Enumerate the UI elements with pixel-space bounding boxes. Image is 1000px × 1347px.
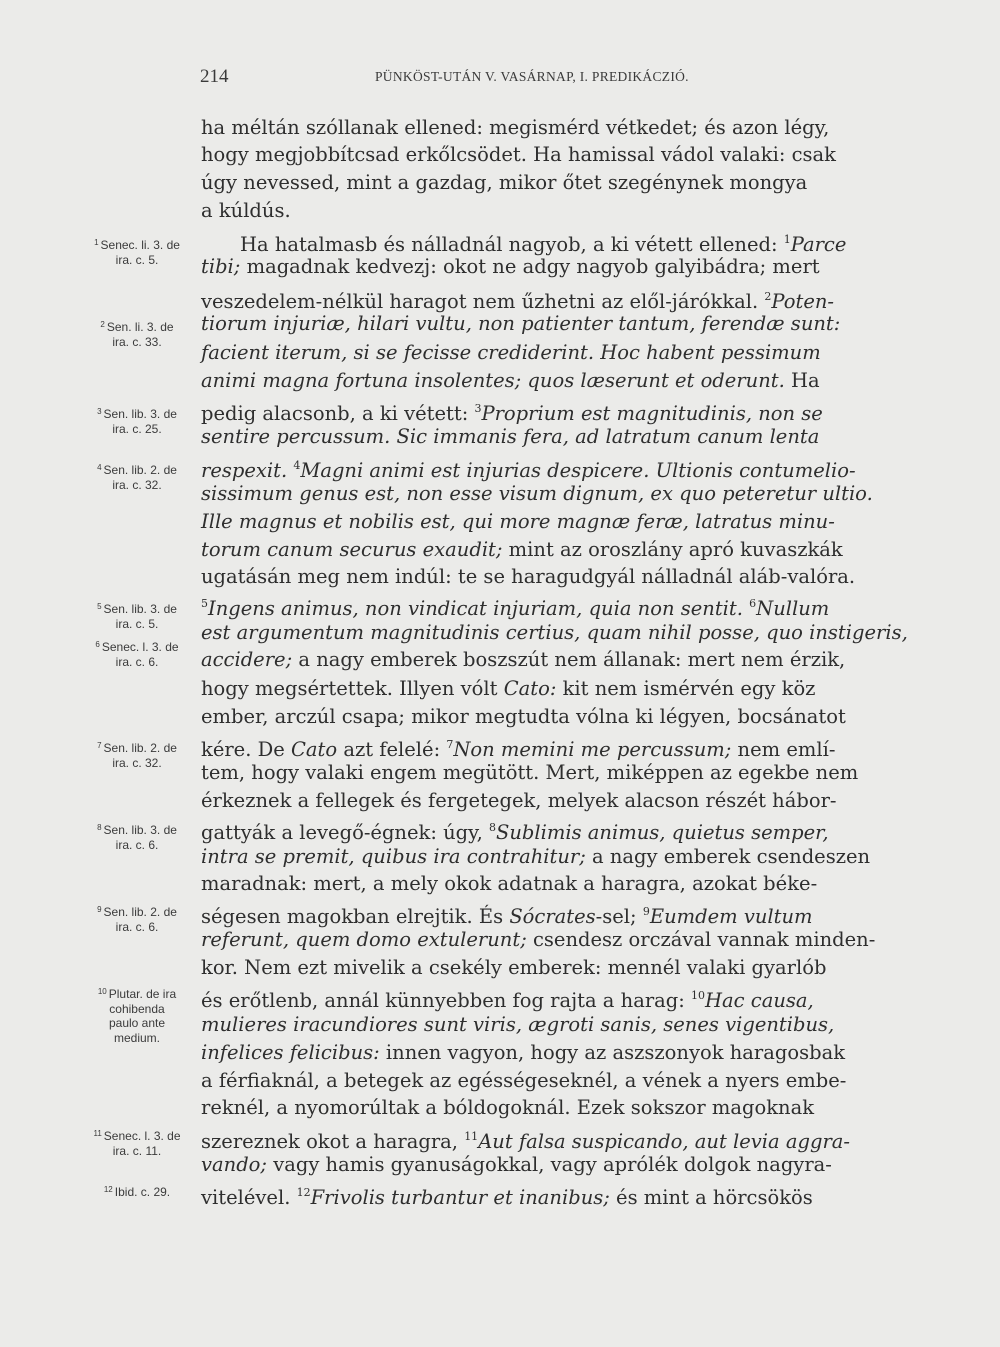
margin-note-line: [78, 838, 196, 853]
margin-note-line: [78, 422, 196, 437]
margin-note-text: ira. c. 32.: [112, 477, 162, 492]
italic-text: Cato:: [503, 677, 557, 700]
italic-text: torum canum securus exaudit;: [201, 538, 503, 561]
margin-note-text: ira. c. 5.: [115, 252, 159, 267]
margin-note-line: [78, 920, 196, 935]
roman-text: mint az oroszlány apró kuvaszkák: [502, 538, 843, 561]
margin-note-text: Senec. l. 3. de: [101, 640, 179, 654]
page-number: 214: [200, 66, 229, 87]
italic-text: Magni animi est injurias despicere. Ultionis contumelio-: [300, 459, 856, 482]
text-line: [201, 761, 921, 785]
italic-text: Hac causa,: [705, 989, 814, 1012]
roman-text: innen vagyon, hogy az aszszonyok haragosbak: [379, 1041, 846, 1064]
footnote-marker: 12: [296, 1186, 311, 1199]
margin-note-number: 7: [97, 741, 102, 750]
italic-text: facient iterum, si se fecisse crediderint. Hoc habent pessimum: [201, 341, 821, 364]
margin-note-text: Senec. l. 3. de: [103, 1129, 181, 1143]
margin-note: [78, 821, 196, 852]
roman-text: a nagy emberek boszszút nem állanak: mert nem érzik,: [292, 648, 846, 671]
roman-text: ember, arczúl csapa; mikor megtudta vólna ki légyen, bocsánatot: [201, 705, 846, 728]
roman-text: azt felelé:: [337, 738, 447, 761]
margin-note-text: ira. c. 6.: [115, 654, 159, 669]
margin-note-number: 1: [94, 238, 99, 247]
text-line: [201, 1041, 921, 1065]
roman-text: hogy megjobbítcsad erkőlcsödet. Ha hamissal vádol valaki: csak: [201, 143, 836, 166]
margin-note-line: [78, 1016, 196, 1031]
text-line: [201, 816, 921, 845]
margin-note-line: [78, 617, 196, 632]
italic-text: intra se premit, quibus ira contrahitur;: [201, 845, 586, 868]
margin-note-text: ira. c. 6.: [115, 837, 159, 852]
margin-note-text: cohibenda: [109, 1001, 165, 1016]
margin-note-number: 8: [97, 823, 102, 832]
roman-text: és erőtlenb, annál künnyebben fog rajta a harag:: [201, 989, 692, 1012]
roman-text: érkeznek a fellegek és fergetegek, melyek alacson részét hábor-: [201, 789, 837, 812]
margin-note-line: [78, 461, 196, 478]
text-line: [201, 1013, 921, 1037]
margin-note: [78, 461, 196, 492]
roman-text: úgy nevessed, mint a gazdag, mikor őtet szegénynek mongya: [201, 171, 808, 194]
text-line: [201, 143, 921, 167]
italic-text: Ille magnus et nobilis est, qui more magnæ feræ, latratus minu-: [201, 510, 835, 533]
footnote-marker: 5: [201, 597, 208, 610]
footnote-marker: 10: [691, 989, 706, 1002]
text-line: [201, 900, 921, 929]
margin-note-number: 6: [95, 640, 100, 649]
footnote-marker: 7: [446, 738, 454, 751]
margin-note-text: Sen. lib. 2. de: [103, 463, 177, 477]
roman-text: szereznek okot a haragra,: [201, 1130, 465, 1153]
margin-note-line: [78, 821, 196, 838]
text-line: [201, 510, 921, 534]
margin-note: [78, 739, 196, 770]
roman-text: maradnak: mert, a mely okok adatnak a haragra, azokat béke-: [201, 872, 818, 895]
italic-text: respexit.: [201, 459, 294, 482]
margin-note-line: [78, 1183, 196, 1200]
text-line: [201, 454, 921, 483]
roman-text: veszedelem-nélkül haragot nem űzhetni az elől-járókkal.: [201, 290, 765, 313]
roman-text: hogy megsértettek. Illyen vólt: [201, 677, 504, 700]
footnote-marker: 6: [749, 597, 757, 610]
italic-text: animi magna fortuna insolentes; quos læserunt et oderunt.: [201, 369, 785, 392]
roman-text: reknél, a nyomorúltak a bóldogoknál. Ezek sokszor magoknak: [201, 1096, 815, 1119]
italic-text: Non memini me percussum;: [453, 738, 732, 761]
text-line: [201, 956, 921, 980]
footnote-marker: 1: [783, 233, 791, 246]
text-line: [201, 928, 921, 952]
text-line: [201, 592, 921, 621]
margin-note-text: Sen. li. 3. de: [106, 320, 174, 334]
text-line: [201, 1096, 921, 1120]
italic-text: referunt, quem domo extulerunt;: [201, 928, 527, 951]
text-line: [201, 984, 921, 1013]
roman-text: kit nem ismérvén egy köz: [556, 677, 816, 700]
margin-note-text: Plutar. de ira: [108, 987, 177, 1001]
margin-note-text: ira. c. 6.: [115, 919, 159, 934]
running-head: PÜNKÖST-UTÁN V. VASÁRNAP, I. PREDIKÁCZIÓ.: [375, 69, 689, 84]
margin-note-text: ira. c. 32.: [112, 755, 162, 770]
text-line: [201, 482, 921, 506]
italic-text: tiorum injuriæ, hilari vultu, non patienter tantum, ferendæ sunt:: [201, 312, 841, 335]
text-line: [201, 705, 921, 729]
margin-note-number: 11: [93, 1129, 102, 1138]
margin-note-text: Senec. li. 3. de: [100, 238, 180, 252]
roman-text: csendesz orczával vannak minden-: [526, 928, 876, 951]
margin-note-line: [78, 655, 196, 670]
italic-text: Nullum: [756, 597, 830, 620]
text-line: [201, 312, 921, 336]
roman-text: ugatásán meg nem indúl: te se haragudgyál nálladnál aláb-valóra.: [201, 565, 856, 588]
margin-note-line: [78, 600, 196, 617]
italic-text: sissimum genus est, non esse visum dignum, ex quo peteretur ultio.: [201, 482, 873, 505]
footnote-marker: 3: [474, 402, 482, 415]
margin-note-text: ira. c. 33.: [112, 334, 162, 349]
roman-text: kor. Nem ezt mivelik a csekély emberek: mennél valaki gyarlób: [201, 956, 827, 979]
margin-note-line: [78, 1031, 196, 1046]
italic-text: est argumentum magnitudinis certius, quam nihil posse, quo instigeris,: [201, 621, 908, 644]
text-line: [201, 425, 921, 449]
roman-text: -sel;: [595, 905, 643, 928]
roman-text: gattyák a levegő-égnek: úgy,: [201, 821, 489, 844]
text-line: [201, 1153, 921, 1177]
margin-note-number: 4: [97, 463, 102, 472]
italic-text: Ingens animus, non vindicat injuriam, quia non sentit.: [208, 597, 750, 620]
margin-note: [78, 985, 196, 1045]
text-line: [201, 677, 921, 701]
margin-note-line: [78, 756, 196, 771]
text-line: [201, 621, 921, 645]
margin-note: [78, 600, 196, 631]
footnote-marker: 8: [488, 821, 496, 834]
margin-note: [78, 1183, 196, 1200]
footnote-marker: 4: [293, 459, 301, 472]
margin-note-line: [78, 335, 196, 350]
roman-text: vagy hamis gyanuságokkal, vagy aprólék dolgok nagyra-: [267, 1153, 832, 1176]
text-line: [201, 228, 921, 257]
text-line: [201, 872, 921, 896]
margin-note-line: [78, 739, 196, 756]
margin-note: [78, 405, 196, 436]
margin-note-text: ira. c. 25.: [112, 421, 162, 436]
margin-note-line: [78, 318, 196, 335]
text-line: [201, 1069, 921, 1093]
italic-text: Frivolis turbantur et inanibus;: [310, 1186, 610, 1209]
roman-text: a férfiaknál, a betegek az egésségeseknél, a vének a nyers embe-: [201, 1069, 847, 1092]
margin-note: [78, 903, 196, 934]
text-line: [201, 789, 921, 813]
roman-text: ha méltán szóllanak ellened: megismérd vétkedet; és azon légy,: [201, 116, 830, 139]
margin-note-text: ira. c. 11.: [112, 1143, 162, 1158]
margin-note-number: 9: [97, 905, 102, 914]
italic-text: sentire percussum. Sic immanis fera, ad latratum canum lenta: [201, 425, 820, 448]
roman-text: Ha hatalmasb és nálladnál nagyob, a ki vétett ellened:: [201, 233, 784, 256]
text-line: [201, 255, 921, 279]
footnote-marker: 11: [464, 1130, 479, 1143]
italic-text: Sócrates: [509, 905, 596, 928]
italic-text: Proprium est magnitudinis, non se: [481, 402, 823, 425]
margin-note-line: [78, 985, 196, 1002]
margin-note: [78, 318, 196, 349]
text-line: [201, 341, 921, 365]
text-line: [201, 285, 921, 314]
margin-note-number: 2: [100, 320, 105, 329]
margin-note-line: [78, 236, 196, 253]
italic-text: infelices felicibus:: [201, 1041, 380, 1064]
margin-note-number: 3: [97, 407, 102, 416]
text-line: [201, 538, 921, 562]
text-line: [201, 1125, 921, 1154]
text-line: [201, 845, 921, 869]
italic-text: Cato: [291, 738, 338, 761]
margin-note-text: Ibid. c. 29.: [114, 1185, 171, 1199]
text-line: [201, 171, 921, 195]
margin-note-text: medium.: [113, 1030, 160, 1045]
margin-note: [78, 1127, 196, 1158]
margin-note-line: [78, 253, 196, 268]
italic-text: mulieres iracundiores sunt viris, ægroti sanis, senes vigentibus,: [201, 1013, 835, 1036]
page-header: [200, 66, 920, 94]
roman-text: magadnak kedvezj: okot ne adgy nagyob galyibádra; mert: [240, 255, 820, 278]
italic-text: accidere;: [201, 648, 293, 671]
italic-text: vando;: [201, 1153, 267, 1176]
italic-text: Aut falsa suspicando, aut levia aggra-: [478, 1130, 850, 1153]
margin-note-text: paulo ante: [108, 1016, 166, 1030]
margin-note-text: Sen. lib. 3. de: [103, 823, 177, 837]
roman-text: a nagy emberek csendeszen: [585, 845, 871, 868]
roman-text: a kúldús.: [201, 199, 291, 222]
text-line: [201, 1181, 921, 1210]
margin-note-number: 10: [97, 987, 107, 996]
text-line: [201, 648, 921, 672]
footnote-marker: 2: [764, 290, 772, 303]
margin-note-line: [78, 1127, 196, 1144]
text-line: [201, 369, 921, 393]
margin-note-line: [78, 1002, 196, 1017]
italic-text: Eumdem vultum: [649, 905, 813, 928]
italic-text: Sublimis animus, quietus semper,: [495, 821, 829, 844]
roman-text: pedig alacsonb, a ki vétett:: [201, 402, 475, 425]
roman-text: kére. De: [201, 738, 291, 761]
margin-note-line: [78, 903, 196, 920]
italic-text: Poten-: [771, 290, 835, 313]
margin-note-line: [78, 478, 196, 493]
roman-text: ségesen magokban elrejtik. És: [201, 905, 510, 928]
margin-note-number: 12: [103, 1185, 113, 1194]
margin-note: [78, 638, 196, 669]
italic-text: Parce: [790, 233, 847, 256]
roman-text: vitelével.: [201, 1186, 297, 1209]
margin-note-text: Sen. lib. 3. de: [103, 602, 177, 616]
text-line: [201, 565, 921, 589]
margin-note: [78, 236, 196, 267]
margin-note-text: Sen. lib. 2. de: [103, 905, 177, 919]
margin-note-text: ira. c. 5.: [115, 616, 159, 631]
text-line: [201, 733, 921, 762]
margin-note-line: [78, 638, 196, 655]
margin-note-text: Sen. lib. 3. de: [103, 407, 177, 421]
italic-text: tibi;: [201, 255, 241, 278]
margin-note-line: [78, 405, 196, 422]
margin-note-line: [78, 1144, 196, 1159]
roman-text: és mint a hörcsökös: [609, 1186, 813, 1209]
roman-text: Ha: [784, 369, 820, 392]
margin-note-number: 5: [97, 602, 102, 611]
text-line: [201, 397, 921, 426]
margin-note-text: Sen. lib. 2. de: [103, 741, 177, 755]
footnote-marker: 9: [642, 905, 650, 918]
roman-text: tem, hogy valaki engem megütött. Mert, miképpen az egekbe nem: [201, 761, 859, 784]
text-line: [201, 199, 921, 223]
roman-text: nem emlí-: [731, 738, 836, 761]
text-line: [201, 116, 921, 140]
